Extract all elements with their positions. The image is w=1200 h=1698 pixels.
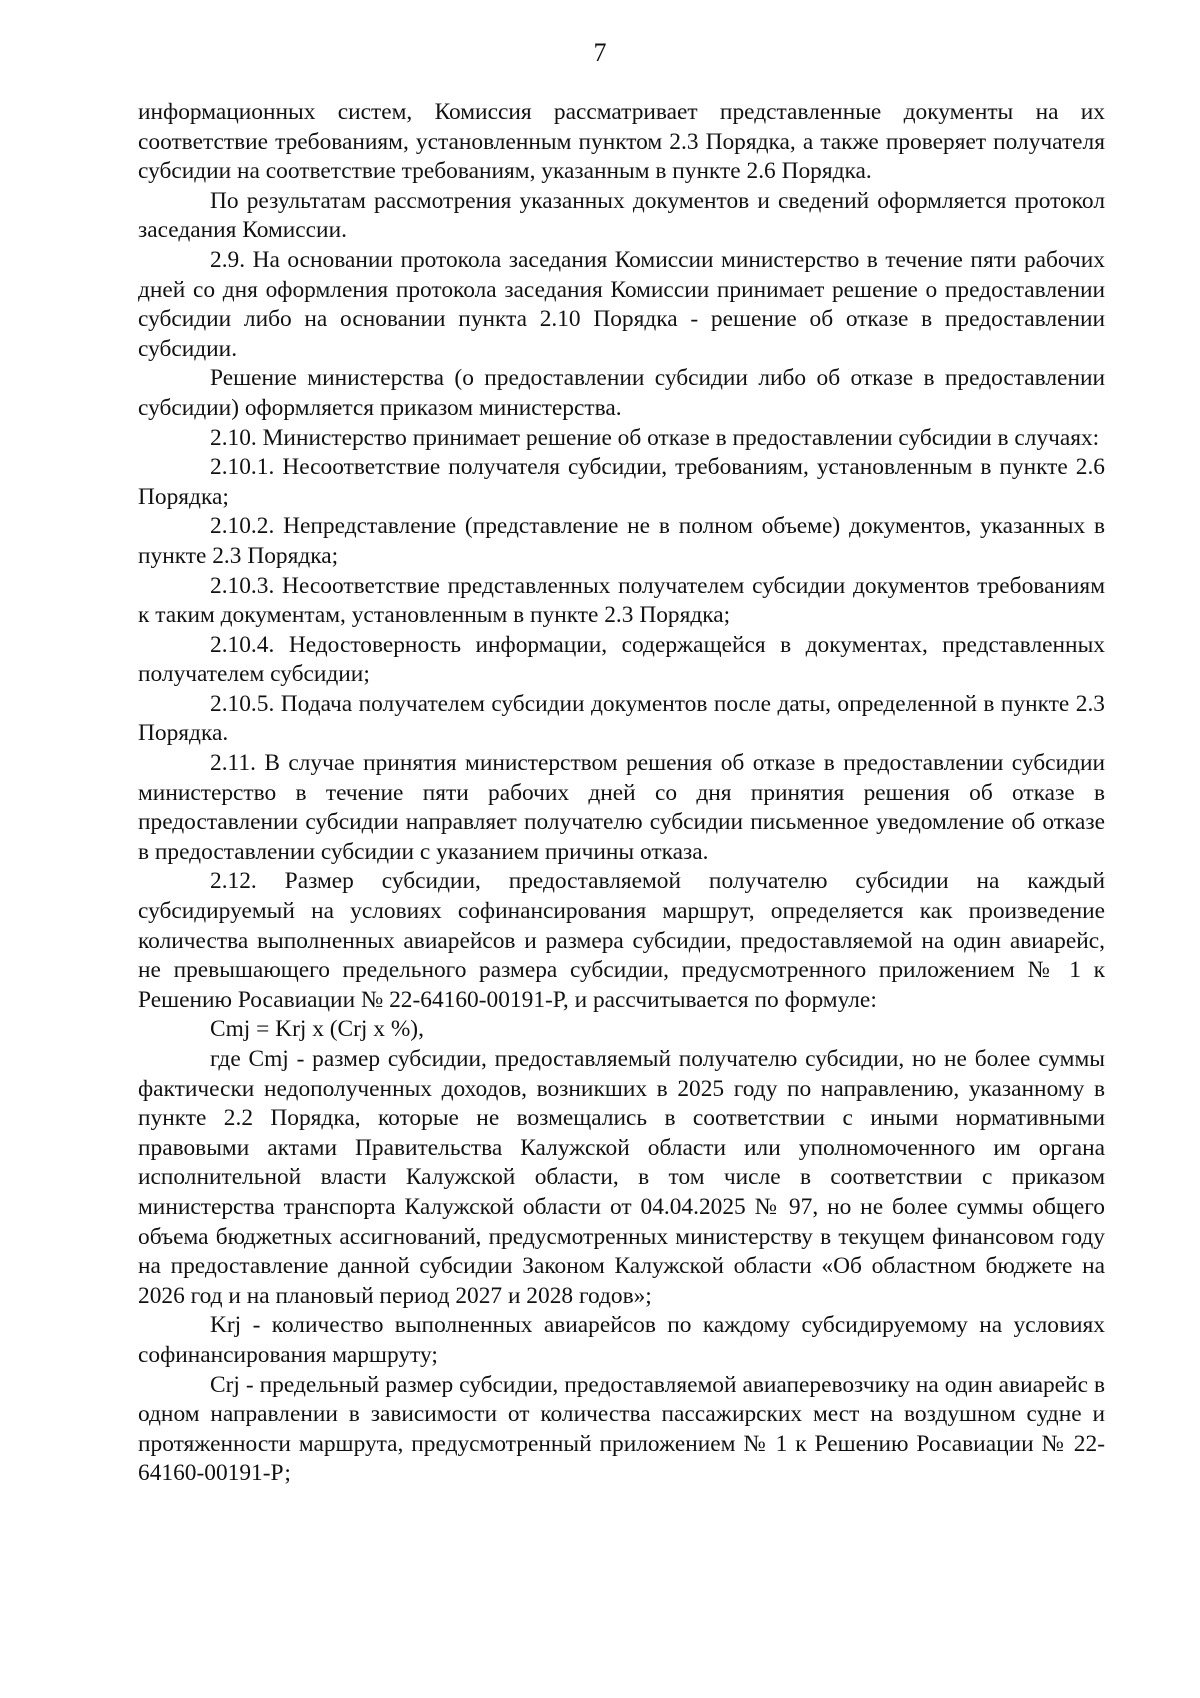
- formula: Cmj = Krj x (Crj x %),: [210, 1016, 424, 1043]
- paragraph-2-10: 2.10. Министерство принимает решение об отказе в предоставлении субсидии в случаях:: [210, 424, 1100, 451]
- paragraph-2-10-5: 2.10.5. Подача получателем субсидии документов после даты, определенной в пункте 2.3 Порядка.: [138, 690, 1105, 747]
- paragraph-2-11: 2.11. В случае принятия министерством решения об отказе в предоставлении субсидии министерство в течение пяти рабочих дней со дня принятия решения об отказе в предоставлении субсидии направляет получателю субсидии письменное уведомление об отказе в предоставлении субсидии с указанием причины отказа.: [138, 750, 1105, 865]
- document-body: [138, 98, 1105, 1489]
- paragraph-2-10-1: 2.10.1. Несоответствие получателя субсидии, требованиям, установленным в пункте 2.6 Порядка;: [138, 454, 1105, 510]
- paragraph-2-10-3: 2.10.3. Несоответствие представленных получателем субсидии документов требованиям к таким документам, установленным в пункте 2.3 Порядка;: [138, 572, 1105, 629]
- paragraph-2-10-2: 2.10.2. Непредставление (представление не в полном объеме) документов, указанных в пункте 2.3 Порядка;: [138, 513, 1105, 569]
- paragraph-decision: Решение министерства (о предоставлении субсидии либо об отказе в предоставлении субсидии) оформляется приказом министерства.: [138, 365, 1105, 421]
- paragraph-2-10-4: 2.10.4. Недостоверность информации, содержащейся в документах, представленных получателем субсидии;: [138, 631, 1105, 688]
- paragraph-2-9: 2.9. На основании протокола заседания Комиссии министерство в течение пяти рабочих дней со дня оформления протокола заседания Комиссии принимает решение о предоставлении субсидии либо на основании пункта 2.10 Порядка - решение об отказе в предоставлении субсидии.: [138, 246, 1105, 362]
- page-number: 7: [593, 38, 607, 67]
- paragraph-krj-definition: Krj - количество выполненных авиарейсов по каждому субсидируемому на условиях софинансирования маршруту;: [138, 1312, 1105, 1368]
- paragraph-cmj-definition: где Cmj - размер субсидии, предоставляемый получателю субсидии, но не более суммы фактически недополученных доходов, возникших в 2025 году по направлению, указанному в пункте 2.2 Порядка, которые не возмещались в соответствии с иными нормативными правовыми актами Правительства Калужской области или уполномоченного им органа исполнительной власти Калужской области, в том числе в соответствии с приказом министерства транспорта Калужской области от 04.04.2025 № 97, но не более суммы общего объема бюджетных ассигнований, предусмотренных министерству в текущем финансовом году на предоставление данной субсидии Законом Калужской области «Об областном бюджете на 2026 год и на плановый период 2027 и 2028 годов»;: [138, 1046, 1105, 1309]
- paragraph-continuation: информационных систем, Комиссия рассматривает представленные документы на их соответствие требованиям, установленным пунктом 2.3 Порядка, а также проверяет получателя субсидии на соответствие требованиям, указанным в пункте 2.6 Порядка.: [138, 99, 1105, 185]
- paragraph-protocol: По результатам рассмотрения указанных документов и сведений оформляется протокол заседания Комиссии.: [138, 187, 1105, 244]
- paragraph-2-12: 2.12. Размер субсидии, предоставляемой получателю субсидии на каждый субсидируемый на условиях софинансирования маршрут, определяется как произведение количества выполненных авиарейсов и размера субсидии, предоставляемой на один авиарейс, не превышающего предельного размера субсидии, предусмотренного приложением № 1 к Решению Росавиации № 22-64160-00191-Р, и рассчитывается по формуле:: [138, 868, 1105, 1013]
- paragraph-crj-definition: Crj - предельный размер субсидии, предоставляемой авиаперевозчику на один авиарейс в одном направлении в зависимости от количества пассажирских мест на воздушном судне и протяженности маршрута, предусмотренный приложением № 1 к Решению Росавиации № 22-64160-00191-Р;: [138, 1371, 1105, 1487]
